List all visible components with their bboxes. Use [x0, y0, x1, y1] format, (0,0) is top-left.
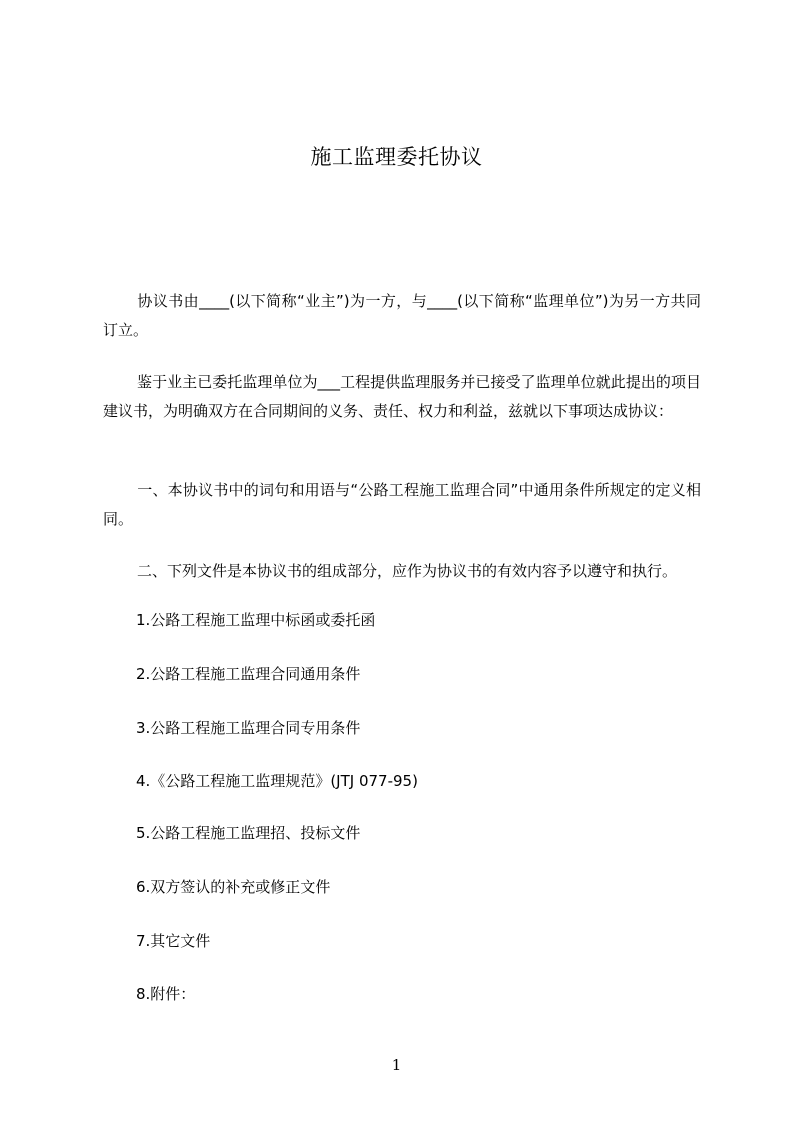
page-number: 1 [391, 1056, 402, 1074]
list-item: 7.其它文件 [136, 932, 211, 950]
list-item: 4.《公路工程施工监理规范》(JTJ 077-95) [136, 772, 418, 790]
paragraph-clause-2-text: 二、下列文件是本协议书的组成部分，应作为协议书的有效内容予以遵守和执行。 [137, 562, 678, 580]
paragraph-clause-2 [103, 557, 701, 586]
list-item: 8.附件： [136, 985, 196, 1003]
paragraph-whereas [103, 368, 701, 426]
document-title: 施工监理委托协议 [310, 145, 483, 169]
paragraph-clause-1-text: 一、本协议书中的词句和用语与“公路工程施工监理合同”中通用条件所规定的定义相同。 [103, 481, 701, 528]
list-item: 3.公路工程施工监理合同专用条件 [136, 719, 361, 737]
list-item: 1.公路工程施工监理中标函或委托函 [136, 611, 376, 629]
paragraph-clause-1 [103, 476, 701, 534]
paragraph-parties [103, 287, 701, 345]
list-item: 5.公路工程施工监理招、投标文件 [136, 824, 361, 842]
list-item: 6.双方签认的补充或修正文件 [136, 878, 331, 896]
list-item: 2.公路工程施工监理合同通用条件 [136, 665, 361, 683]
paragraph-whereas-text: 鉴于业主已委托监理单位为___工程提供监理服务并已接受了监理单位就此提出的项目建议书，为明确双方在合同期间的义务、责任、权力和利益，兹就以下事项达成协议： [103, 373, 701, 420]
paragraph-parties-text: 协议书由____(以下简称“业主”)为一方，与____(以下简称“监理单位”)为另一方共同订立。 [103, 292, 701, 339]
